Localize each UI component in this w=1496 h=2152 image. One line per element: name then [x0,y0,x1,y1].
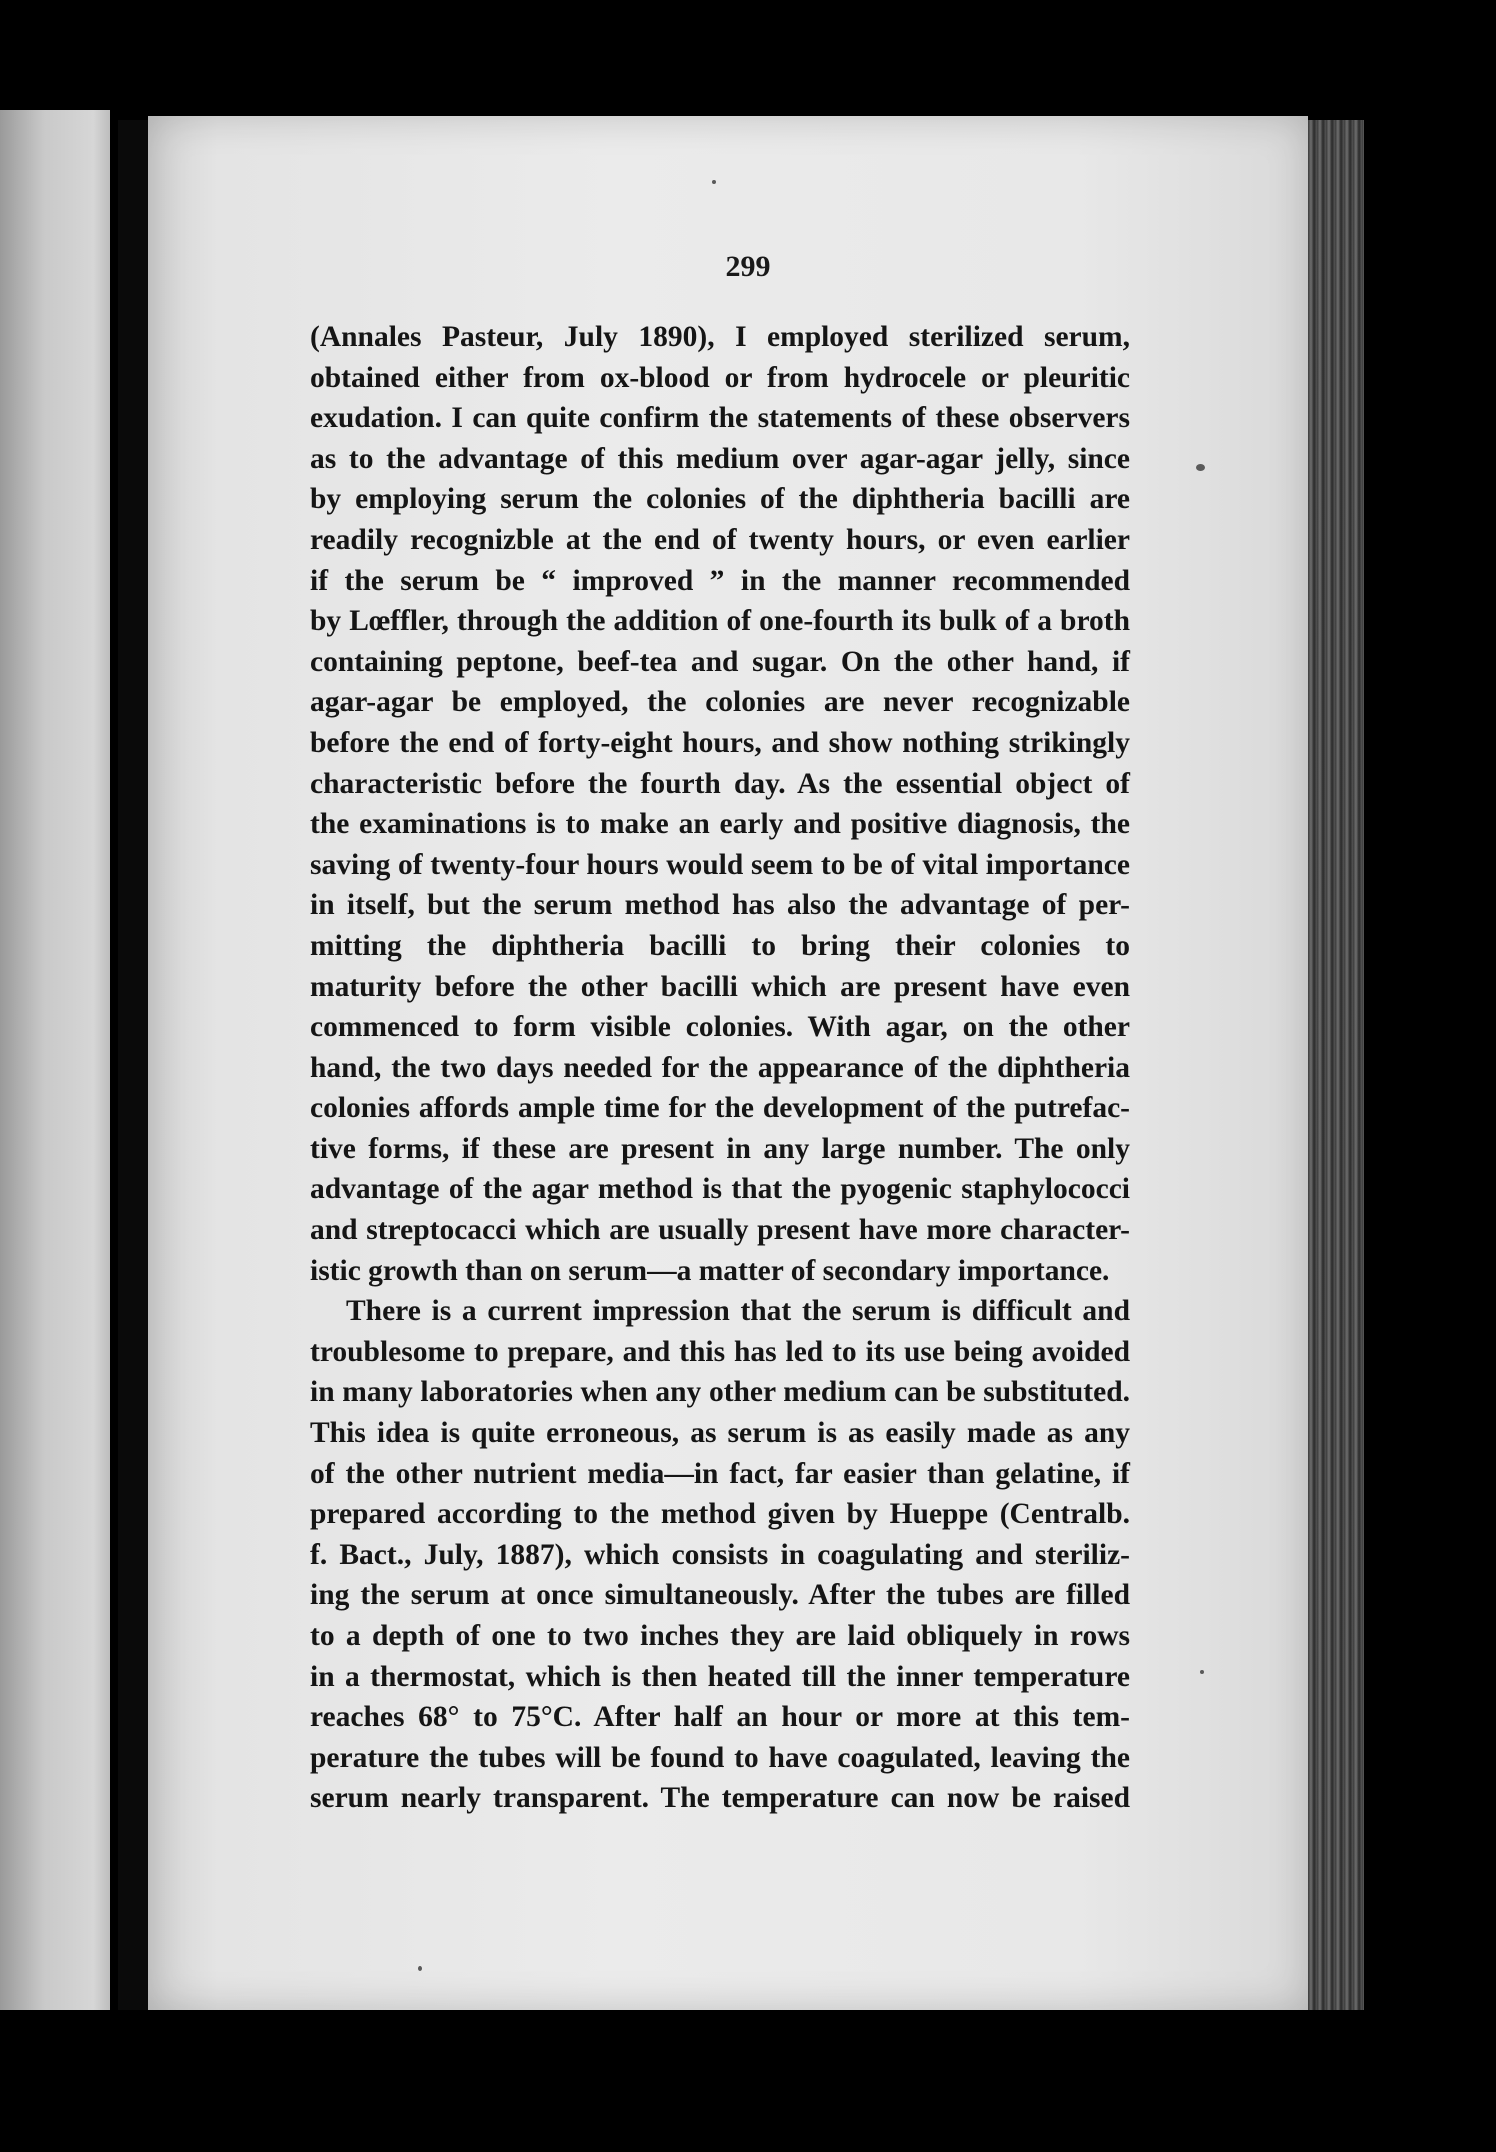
text-line: hand, the two days needed for the appearance of the diphtheria [310,1051,1130,1084]
previous-page-edge [0,110,110,2010]
text-line: and streptocacci which are usually present have more character- [310,1214,1130,1247]
ink-speck [1196,464,1205,471]
text-line: in many laboratories when any other medium can be substituted. [310,1376,1130,1409]
page-stack-edge [1308,120,1364,2010]
text-line: if the serum be “ improved ” in the manner recommended [310,564,1130,597]
text-line: by Lœffler, through the addition of one-fourth its bulk of a broth [310,605,1130,638]
text-line: colonies affords ample time for the development of the putrefac- [310,1092,1130,1125]
text-line: This idea is quite erroneous, as serum is as easily made as any [310,1417,1130,1450]
text-line: prepared according to the method given by Hueppe (Centralb. [310,1498,1130,1531]
text-line: of the other nutrient media—in fact, far easier than gelatine, if [310,1457,1130,1490]
page-body-text [310,317,1130,1819]
text-line: saving of twenty-four hours would seem to be of vital importance [310,848,1130,881]
text-line: containing peptone, beef-tea and sugar. On the other hand, if [310,645,1130,678]
text-line: by employing serum the colonies of the diphtheria bacilli are [310,483,1130,516]
ink-speck [418,1966,422,1971]
text-line: in a thermostat, which is then heated till the inner temperature [310,1660,1130,1693]
text-line: perature the tubes will be found to have coagulated, leaving the [310,1741,1130,1774]
text-line: f. Bact., July, 1887), which consists in coagulating and steriliz- [310,1538,1130,1571]
text-line: commenced to form visible colonies. With agar, on the other [310,1011,1130,1044]
text-line: exudation. I can quite confirm the statements of these observers [310,402,1130,435]
ink-speck [712,180,716,184]
text-line: to a depth of one to two inches they are laid obliquely in rows [310,1620,1130,1652]
text-line: mitting the diphtheria bacilli to bring their colonies to [310,929,1130,962]
text-line: troublesome to prepare, and this has led to its use being avoided [310,1335,1130,1368]
text-line: readily recognizble at the end of twenty hours, or even earlier [310,523,1130,556]
text-line: serum nearly transparent. The temperature can now be raised [310,1782,1130,1815]
text-line: in itself, but the serum method has also the advantage of per- [310,889,1130,922]
book-gutter [118,120,148,2010]
text-line: obtained either from ox-blood or from hydrocele or pleuritic [310,361,1130,394]
text-line: as to the advantage of this medium over agar-agar jelly, since [310,442,1130,475]
text-line: agar-agar be employed, the colonies are never recognizable [310,686,1130,719]
text-line: tive forms, if these are present in any large number. The only [310,1132,1130,1165]
text-line: There is a current impression that the serum is difficult and [346,1295,1130,1328]
text-line: before the end of forty-eight hours, and show nothing strikingly [310,726,1130,759]
text-line: advantage of the agar method is that the pyogenic staphylococci [310,1173,1130,1206]
text-line: reaches 68° to 75°C. After half an hour or more at this tem- [310,1701,1130,1734]
page-number: 299 [725,250,771,283]
text-line: istic growth than on serum—a matter of secondary importance. [310,1254,1110,1287]
text-line: (Annales Pasteur, July 1890), I employed sterilized serum, [310,321,1130,353]
text-line: characteristic before the fourth day. As the essential object of [310,767,1130,800]
ink-speck [1200,1670,1204,1674]
text-line: the examinations is to make an early and positive diagnosis, the [310,808,1130,841]
text-line: maturity before the other bacilli which are present have even [310,970,1130,1003]
text-line: ing the serum at once simultaneously. After the tubes are filled [310,1579,1130,1612]
